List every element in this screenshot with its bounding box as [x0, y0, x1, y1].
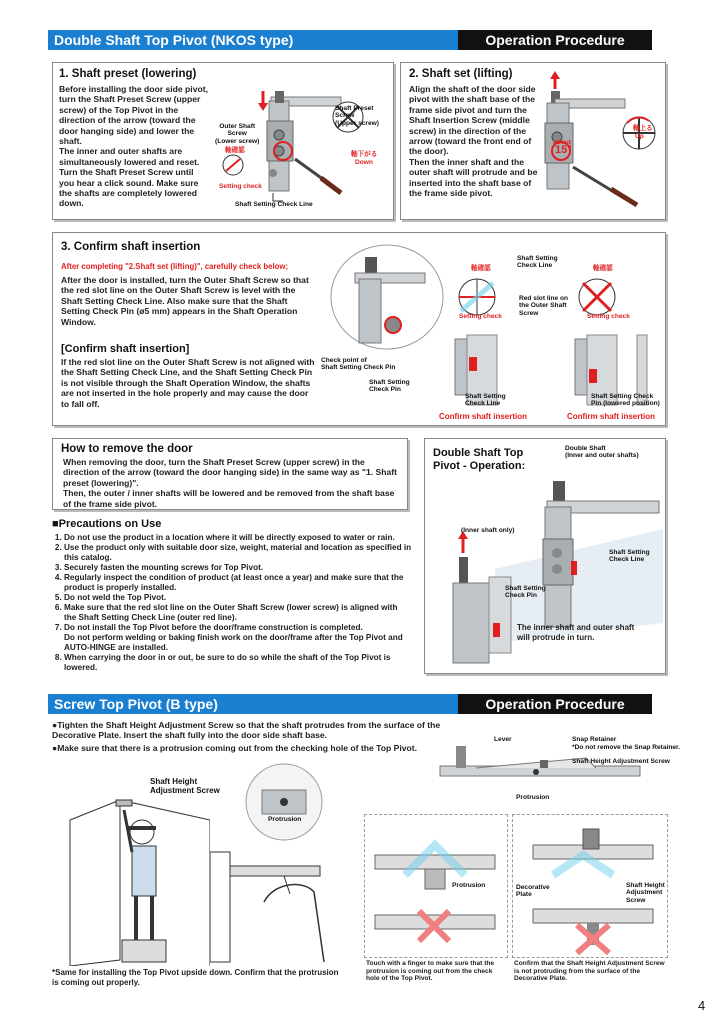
check-line-label: Shaft Setting Check Line: [235, 201, 313, 208]
hand-check-illustration: [204, 762, 354, 966]
check-jp-label: 軸確認: [225, 147, 245, 154]
step3-box: [52, 232, 666, 426]
precaution-item: 1. Do not use the product in a location where it will be directly exposed to water or rain.: [64, 533, 412, 543]
section-title: Double Shaft Top Pivot (NKOS type): [48, 30, 458, 50]
precaution-item: 4. Regularly inspect the condition of product (at least once a year) and make sure that the product is properly installed.: [64, 573, 412, 593]
confirm-insertion-label-2: Confirm shaft insertion: [567, 412, 656, 421]
precaution-item: 8. When carrying the door in or out, be sure to do so while the shaft of the Top Pivot is lowered.: [64, 653, 412, 673]
check-jp-ok-label: 軸確認: [471, 265, 491, 272]
setting-check-ok-label: Setting check: [459, 313, 502, 320]
remove-body: When removing the door, turn the Shaft Preset Screw (upper screw) in the direction of the arrow (toward the door hanging side) in the same way as "1. Shaft preset (lowering)". Then, the outer / inner shafts will be lowered and be removed from the shaft base of the frame side pivot.: [63, 457, 398, 509]
precautions-list: [52, 533, 412, 673]
step2-body: Align the shaft of the door side pivot with the shaft base of the frame side pivot and turn the Shaft Insertion Screw (middle screw) in the direction of the arrow (toward the front end of the door). Then the inner shaft and the outer shaft will protrude and be inserted into the shaft base of the frame side pivot.: [409, 84, 538, 199]
procedure-label-b: Operation Procedure: [458, 694, 652, 714]
page-number: 4: [698, 998, 706, 1013]
caption-protrusion: Touch with a finger to make sure that the protrusion is coming out from the check hole of the Top Pivot.: [366, 960, 495, 983]
check-pin-label: Shaft Setting Check Pin: [369, 379, 410, 394]
step3-body: After the door is installed, turn the Outer Shaft Screw so that the red slot line on the Outer Shaft Screw is level with the Shaft Setting Check Line. Also make sure that the Shaft Setting Check Pin (ø5 mm) appears in the Shaft Operation Window.: [61, 275, 309, 327]
footnote: *Same for installing the Top Pivot upside down. Confirm that the protrusion is coming out properly.: [52, 968, 339, 987]
about-label: about: [553, 139, 571, 146]
precaution-item: 5. Do not weld the Top Pivot.: [64, 593, 412, 603]
step1-body: Before installing the door side pivot, turn the Shaft Preset Screw (upper screw) of the Top Pivot in the direction of the arrow (toward the door hanging side) and lower the shaft. The inner and outer shafts are simultaneously lowered and reset. Turn the Shaft Preset Screw until you hear a click sound. Make sure the shafts are completely lowered down.: [59, 84, 208, 209]
check-jp-ng-label: 軸確認: [593, 265, 613, 272]
height-screw2-label: Shaft Height Adjustment Screw: [572, 758, 670, 765]
inner-only-label: (Inner shaft only): [461, 527, 515, 534]
height-screw3-label: Shaft Height Adjustment Screw: [626, 882, 665, 904]
screw-bullet-1: ●Tighten the Shaft Height Adjustment Screw so that the shaft protrudes from the surface of the Decorative Plate. Insert the shaft fully into the door side shaft base.: [52, 720, 441, 741]
detail-protrusion-svg: [365, 815, 507, 957]
protrusion2-label: Protrusion: [516, 794, 550, 801]
section-title-b: Screw Top Pivot (B type): [48, 694, 458, 714]
remove-box: [52, 438, 408, 510]
check-line-label: Shaft Setting Check Line: [517, 255, 558, 270]
screw-bullet-2: ●Make sure that there is a protrusion coming out from the checking hole of the Top Pivot.: [52, 743, 418, 753]
step2-title: 2. Shaft set (lifting): [409, 68, 513, 80]
snap-note: *Do not remove the Snap Retainer.: [572, 744, 681, 751]
confirm-insertion-label-1: Confirm shaft insertion: [439, 412, 528, 421]
operation-check-pin-label: Shaft Setting Check Pin: [505, 585, 546, 600]
up-jp-label: 軸上る: [633, 125, 653, 132]
operation-note: The inner shaft and outer shaft will protrude in turn.: [517, 623, 635, 643]
operation-title: Double Shaft Top Pivot - Operation:: [433, 447, 526, 472]
remove-title: How to remove the door: [61, 443, 193, 455]
preset-screw-label: Shaft Preset Screw (Upper screw): [335, 105, 379, 127]
operation-check-line-label: Shaft Setting Check Line: [609, 549, 650, 564]
section-header-b-type: [48, 694, 652, 714]
snap-label: Snap Retainer: [572, 736, 617, 743]
caption-height: Confirm that the Shaft Height Adjustment Screw is not protruding from the surface of the Decorative Plate.: [514, 960, 665, 983]
down-jp-label: 軸下がる: [351, 151, 378, 158]
setting-check-label: Setting check: [219, 183, 262, 190]
double-shaft-label: Double Shaft (Inner and outer shafts): [565, 445, 639, 460]
section-header-nkos: [48, 30, 652, 50]
installer-illustration: [60, 780, 210, 966]
down-label: Down: [355, 159, 373, 166]
height-screw-label: Shaft Height Adjustment Screw: [150, 777, 220, 795]
step1-title: 1. Shaft preset (lowering): [59, 68, 197, 80]
operation-box: [424, 438, 666, 674]
procedure-label: Operation Procedure: [458, 30, 652, 50]
up-label: Up: [635, 133, 644, 140]
step3-subbody: If the red slot line on the Outer Shaft Screw is not aligned with the Shaft Setting Check Line, and the Shaft Setting Check Pin is not visible through the Shaft Operation Window, the shafts are not inserted in the hole properly and may cause the door to fall off.: [61, 357, 315, 409]
protrusion3-label: Protrusion: [452, 882, 486, 889]
step3-subtitle: [Confirm shaft insertion]: [61, 343, 190, 355]
step3-red-note: After completing "2.Shaft set (lifting)", carefully check below;: [61, 262, 289, 271]
precaution-item: 7. Do not install the Top Pivot before the door/frame construction is completed. Do not perform welding or baking finish work on the door/frame after the Top Pivot and AUTO-HINGE are installed.: [64, 623, 412, 653]
detail-box-protrusion: [364, 814, 508, 958]
pin-lowered-label: Shaft Setting Check Pin (lowered position): [591, 393, 660, 408]
precautions-title: ■Precautions on Use: [52, 518, 162, 530]
lever-label: Lever: [494, 736, 512, 743]
deco-label: Decorative Plate: [516, 884, 550, 899]
red-slot-label: Red slot line on the Outer Shaft Screw: [519, 295, 569, 317]
step2-box: [400, 62, 666, 220]
setting-check-ng-label: Setting check: [587, 313, 630, 320]
check-line2-label: Shaft Setting Check Line: [465, 393, 506, 408]
precautions: [52, 518, 412, 673]
outer-shaft-screw-label: Outer Shaft Screw (Lower screw): [215, 123, 260, 145]
precaution-item: 6. Make sure that the red slot line on the Outer Shaft Screw (lower screw) is aligned with the Shaft Setting Check Line (outer red line).: [64, 603, 412, 623]
precaution-item: 2. Use the product only with suitable door size, weight, material and location as specified in this catalog.: [64, 543, 412, 563]
protrusion-label: Protrusion: [268, 816, 302, 823]
precaution-item: 3. Securely fasten the mounting screws for Top Pivot.: [64, 563, 412, 573]
step3-title: 3. Confirm shaft insertion: [61, 241, 201, 253]
step1-box: [52, 62, 394, 220]
deg-label: 15°: [555, 144, 572, 156]
check-point-label: Check point of Shaft Setting Check Pin: [321, 357, 396, 372]
